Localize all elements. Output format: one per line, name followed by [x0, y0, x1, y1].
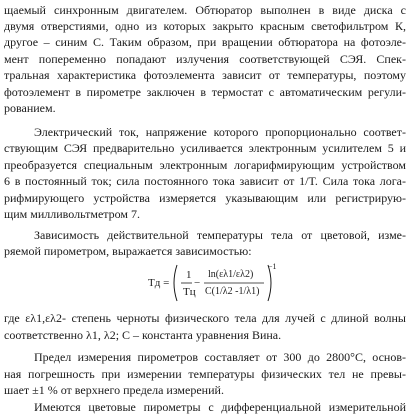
formula-brackets: [170, 261, 278, 305]
text-line: фотоэлемент в пирометре заключен в термостат с автоматическим регули-: [4, 85, 406, 99]
formula-tc: Tц: [183, 286, 196, 298]
formula-one: 1: [186, 269, 192, 281]
text-line: Зависимость действительной температуры тела от цветовой, изме-: [34, 228, 406, 242]
formula-exponent: −1: [268, 262, 277, 271]
text-line: щим милливольтметром 7.: [4, 207, 141, 221]
text-line: где ελ1,ελ2- степень черноты физического тела для лучей с длиной волны: [4, 311, 406, 325]
text-line: ствующим СЭЯ предварительно усиливается электронным усилителем 5 и: [4, 141, 406, 155]
text-line: Имеются цветовые пирометры с дифференциальной измерительной: [34, 400, 406, 414]
text-line: мент попеременно попадают излучения соответствующей СЭЯ. Спек-: [4, 52, 406, 66]
text-line: ная погрешность при измерении температуры физических тел не превы-: [4, 367, 406, 381]
formula-lhs: Tд =: [148, 277, 170, 289]
text-line: Электрический ток, напряжение которого пропорционально соответ-: [34, 125, 406, 139]
formula-minus: −: [194, 277, 201, 289]
temperature-formula: [148, 261, 278, 305]
text-line: преобразуется специальным электронным логарифмирующим устройством: [4, 158, 406, 172]
formula-numerator: ln(ελ1/ελ2): [208, 269, 254, 280]
text-line: соответственно λ1, λ2; С – константа уравнения Вина.: [4, 328, 282, 342]
text-line: тральная характеристика фотоэлемента зависит от температуры, поэтому: [4, 68, 406, 82]
text-line: 6 в постоянный ток; сила постоянного тока зависит от 1/T. Сила тока лога-: [4, 174, 406, 188]
text-line: ряемой пирометром, выражается зависимостью:: [4, 244, 252, 258]
text-line: шает ±1 % от верхнего предела измерений.: [4, 383, 224, 397]
text-line: Предел измерения пирометров составляет от 300 до 2800°С, основ-: [34, 350, 406, 364]
text-line: рифмирующего устройства измеряется указывающим или регистрирую-: [4, 191, 406, 205]
text-line: двумя отверстиями, одно из которых закрыто красным светофильтром К,: [4, 19, 406, 33]
formula-denominator: C(1/λ2 -1/λ1): [205, 286, 260, 297]
text-line: другое – синим С. Таким образом, при вращении обтюратора на фотоэле-: [4, 35, 406, 49]
text-line: рованием.: [4, 101, 56, 115]
text-line: щаемый синхронным двигателем. Обтюратор выполнен в виде диска с: [4, 3, 406, 17]
